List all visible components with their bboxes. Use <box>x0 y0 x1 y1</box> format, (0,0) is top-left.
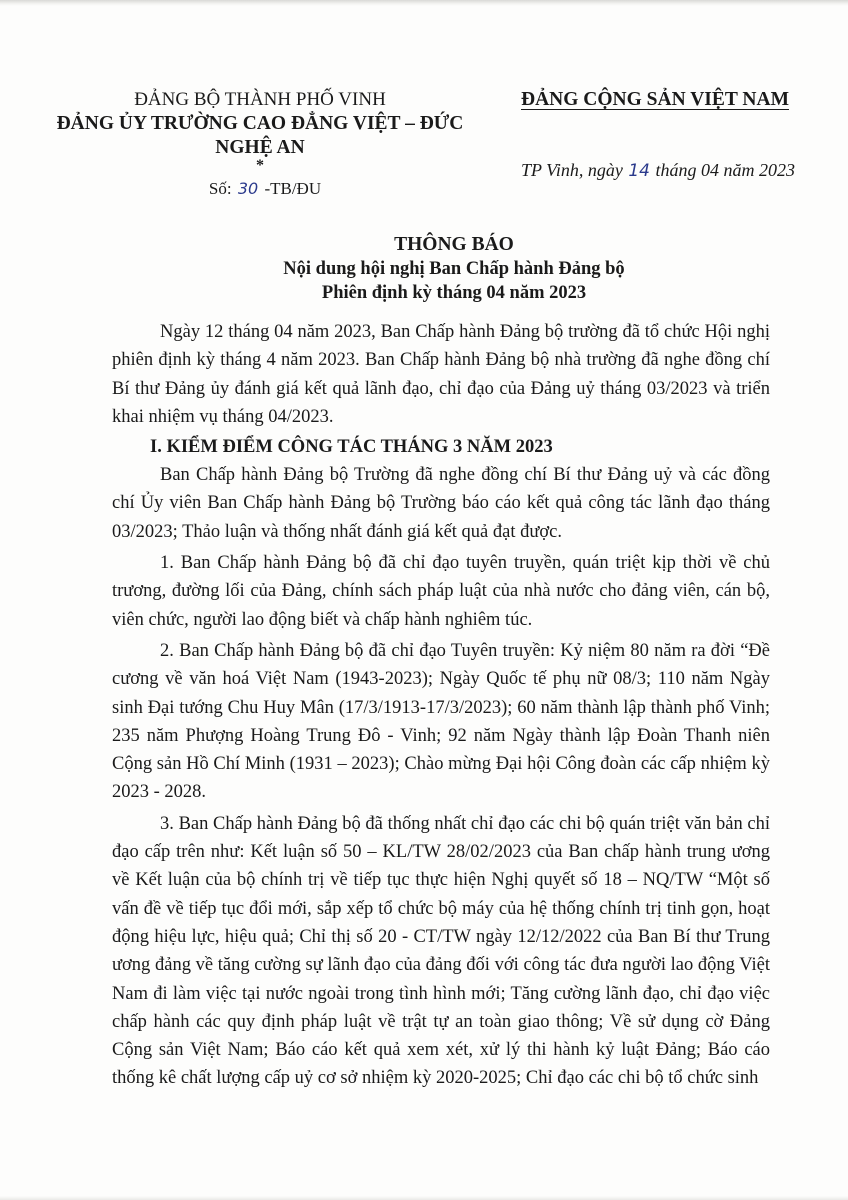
intro-paragraph: Ngày 12 tháng 04 năm 2023, Ban Chấp hành Đảng bộ trường đã tổ chức Hội nghị phiên định kỳ tháng 4 năm 2023. Ban Chấp hành Đảng bộ nhà trường đã nghe đồng chí Bí thư Đảng ủy đánh giá kết quả lãnh đạo, chỉ đạo của Đảng uỷ tháng 03/2023 và triển khai nhiệm vụ tháng 04/2023. <box>112 322 770 427</box>
national-header-block <box>500 88 810 183</box>
item-paragraph-2: 2. Ban Chấp hành Đảng bộ đã chỉ đạo Tuyên truyền: Kỷ niệm 80 năm ra đời “Đề cương về văn hoá Việt Nam (1943-2023); Ngày Quốc tế phụ nữ 08/3; 110 năm Ngày sinh Đại tướng Chu Huy Mân (17/3/1913-17/3/2023); 60 năm thành lập thành phố Vinh; 235 năm Phượng Hoàng Trung Đô - Vinh; 92 năm Ngày thành lập Đoàn Thanh niên Cộng sản Hồ Chí Minh (1931 – 2023); Chào mừng Đại hội Công đoàn các cấp nhiệm kỳ 2023 - 2028. <box>112 640 770 803</box>
document-subject-line2: Phiên định kỳ tháng 04 năm 2023 <box>321 283 587 303</box>
document-type: THÔNG BÁO <box>394 234 514 255</box>
document-number-value: 30 <box>237 179 259 198</box>
section-intro-paragraph: Ban Chấp hành Đảng bộ Trường đã nghe đồng chí Bí thư Đảng uỷ và các đồng chí Ủy viên Ban Chấp hành Đảng bộ Trường báo cáo kết quả công tác lãnh đạo tháng 03/2023; Thảo luận và thống nhất đánh giá kết quả đạt được. <box>112 465 770 542</box>
organization-name-line2: NGHỆ AN <box>215 137 305 158</box>
issue-date-suffix: tháng 04 năm 2023 <box>655 160 795 180</box>
issuing-organization-block <box>45 88 475 202</box>
document-subject-line1: Nội dung hội nghị Ban Chấp hành Đảng bộ <box>283 259 625 279</box>
document-body <box>112 318 770 1093</box>
document-number-prefix: Số: <box>208 179 232 198</box>
issue-date-day: 14 <box>628 161 650 181</box>
star-separator: * <box>256 157 264 174</box>
document-number-suffix: -TB/ĐU <box>264 179 322 198</box>
document-number <box>45 176 475 202</box>
organization-name-line1: ĐẢNG ỦY TRƯỜNG CAO ĐẲNG VIỆT – ĐỨC <box>56 113 464 134</box>
scan-bottom-edge <box>0 1196 848 1200</box>
scan-top-edge <box>0 0 848 6</box>
document-title-block <box>0 233 848 305</box>
issue-date-prefix: TP Vinh, ngày <box>521 160 623 180</box>
item-paragraph-3: 3. Ban Chấp hành Đảng bộ đã thống nhất chỉ đạo các chi bộ quán triệt văn bản chỉ đạo cấp trên như: Kết luận số 50 – KL/TW 28/02/2023 của Ban chấp hành trung ương về Kết luận của bộ chính trị về tiếp tục thực hiện Nghị quyết số 18 – NQ/TW “Một số vấn đề về tiếp tục đổi mới, sắp xếp tổ chức bộ máy của hệ thống chính trị tinh gọn, hoạt động hiệu lực, hiệu quả; Chỉ thị số 20 - CT/TW ngày 12/12/2022 của Ban Bí thư Trung ương đảng về tăng cường sự lãnh đạo của đảng đối với công tác đưa người lao động Việt Nam đi làm việc tại nước ngoài trong tình hình mới; Tăng cường lãnh đạo, chỉ đạo việc chấp hành các quy định pháp luật về trật tự an toàn giao thông; Về sử dụng cờ Đảng Cộng sản Việt Nam; Báo cáo kết quả xem xét, xử lý thi hành kỷ luật Đảng; Báo cáo thống kê chất lượng cấp uỷ cơ sở nhiệm kỳ 2020-2025; Chỉ đạo các chi bộ tổ chức sinh <box>112 813 770 1089</box>
party-name: ĐẢNG CỘNG SẢN VIỆT NAM <box>521 89 789 110</box>
issue-date <box>500 158 810 183</box>
parent-organization: ĐẢNG BỘ THÀNH PHỐ VINH <box>134 89 386 110</box>
section-heading: I. KIỂM ĐIỂM CÔNG TÁC THÁNG 3 NĂM 2023 <box>150 437 553 458</box>
item-paragraph-1: 1. Ban Chấp hành Đảng bộ đã chỉ đạo tuyên truyền, quán triệt kịp thời về chủ trương, đường lối của Đảng, chính sách pháp luật của nhà nước cho đảng viên, cán bộ, viên chức, người lao động biết và chấp hành nghiêm túc. <box>112 553 770 630</box>
